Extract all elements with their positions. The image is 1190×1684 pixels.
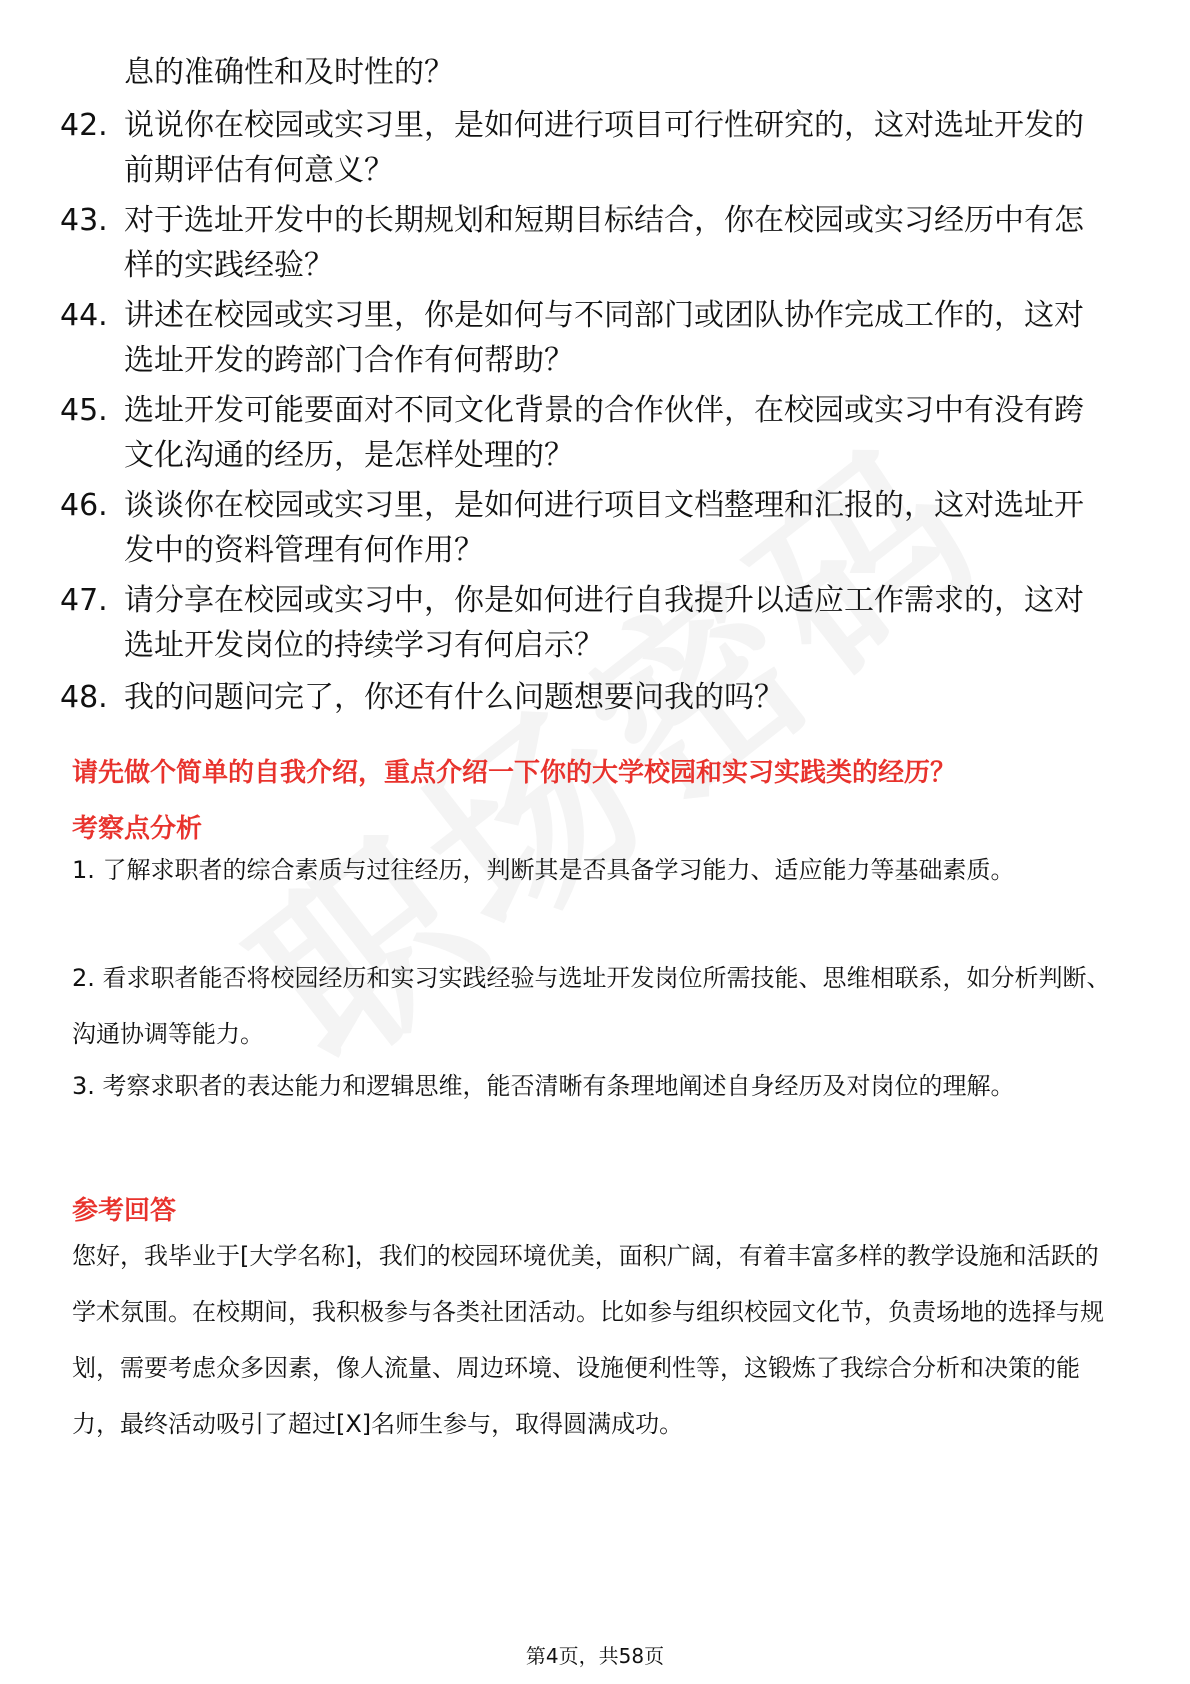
question-continuation: 息的准确性和及时性的？	[124, 55, 454, 90]
question-item-45	[60, 388, 1110, 478]
question-item-42	[60, 103, 1110, 193]
page-number: 第4页，共58页	[525, 1644, 665, 1668]
question-number: 46.	[60, 488, 108, 523]
question-text: 选址开发可能要面对不同文化背景的合作伙伴，在校园或实习中有没有跨文化沟通的经历，是怎样处理的？	[124, 393, 1084, 473]
question-text: 谈谈你在校园或实习里，是如何进行项目文档整理和汇报的，这对选址开发中的资料管理有何作用？	[124, 488, 1084, 568]
analysis-point-3: 3. 考察求职者的表达能力和逻辑思维，能否清晰有条理地阐述自身经历及对岗位的理解。	[72, 1072, 1015, 1100]
question-item-44	[60, 293, 1110, 383]
question-item-46	[60, 483, 1110, 573]
question-number: 47.	[60, 583, 108, 618]
question-text: 请分享在校园或实习中，你是如何进行自我提升以适应工作需求的，这对选址开发岗位的持续学习有何启示？	[124, 583, 1084, 663]
question-number: 42.	[60, 108, 108, 143]
question-item-43	[60, 198, 1110, 288]
question-number: 45.	[60, 393, 108, 428]
analysis-heading: 考察点分析	[72, 814, 203, 844]
question-text: 对于选址开发中的长期规划和短期目标结合，你在校园或实习经历中有怎样的实践经验？	[124, 203, 1084, 283]
question-text: 我的问题问完了，你还有什么问题想要问我的吗？	[124, 680, 784, 715]
analysis-point-1: 1. 了解求职者的综合素质与过往经历，判断其是否具备学习能力、适应能力等基础素质。	[72, 856, 1015, 884]
question-number: 43.	[60, 203, 108, 238]
question-text: 讲述在校园或实习里，你是如何与不同部门或团队协作完成工作的，这对选址开发的跨部门合作有何帮助？	[124, 298, 1084, 378]
answer-text: 您好，我毕业于[大学名称]，我们的校园环境优美，面积广阔，有着丰富多样的教学设施和活跃的学术氛围。在校期间，我积极参与各类社团活动。比如参与组织校园文化节，负责场地的选择与规划，需要考虑众多因素，像人流量、周边环境、设施便利性等，这锻炼了我综合分析和决策的能力，最终活动吸引了超过[X]名师生参与，取得圆满成功。	[72, 1242, 1104, 1438]
question-item-47	[60, 578, 1110, 668]
question-text: 说说你在校园或实习里，是如何进行项目可行性研究的，这对选址开发的前期评估有何意义？	[124, 108, 1084, 188]
question-item-48	[60, 675, 1110, 720]
analysis-point-2: 2. 看求职者能否将校园经历和实习实践经验与选址开发岗位所需技能、思维相联系，如分析判断、沟通协调等能力。	[72, 964, 1111, 1048]
question-number: 48.	[60, 680, 108, 715]
answer-heading: 参考回答	[72, 1196, 177, 1226]
question-number: 44.	[60, 298, 108, 333]
section-question-heading: 请先做个简单的自我介绍，重点介绍一下你的大学校园和实习实践类的经历？	[72, 758, 957, 788]
